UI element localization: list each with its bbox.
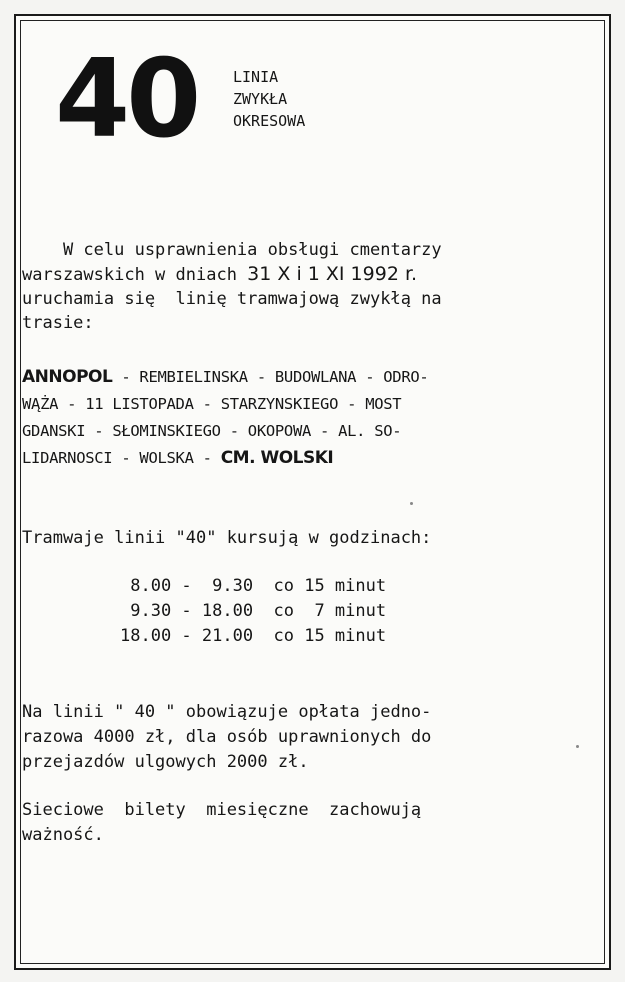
intro-paragraph [22, 238, 562, 335]
route-paragraph [22, 364, 567, 472]
scan-speck [410, 502, 413, 505]
schedule-heading: Tramwaje linii "40" kursują w godzinach: [22, 528, 432, 548]
intro-line-4: trasie: [22, 313, 94, 333]
line-number: 40 [55, 37, 198, 162]
fare-line-1: Na linii " 40 " obowiązuje opłata jedno- [22, 702, 432, 722]
scan-speck [576, 745, 579, 748]
route-line-4-text: LIDARNOSCI - WOLSKA - [22, 449, 221, 467]
route-start-stop: ANNOPOL [22, 367, 113, 387]
route-line-2: WĄŻA - 11 LISTOPADA - STARZYNSKIEGO - MOST [22, 395, 402, 413]
tickets-paragraph [22, 798, 562, 848]
tickets-line-1: Sieciowe bilety miesięczne zachowują [22, 800, 422, 820]
route-line-1 [22, 364, 567, 391]
line-type-block [233, 66, 305, 132]
line-type-label-1: LINIA [233, 68, 279, 86]
intro-line-2 [22, 262, 562, 287]
route-line-3: GDANSKI - SŁOMINSKIEGO - OKOPOWA - AL. SO- [22, 422, 402, 440]
line-type-label-3: OKRESOWA [233, 112, 306, 130]
route-line-1-rest: - REMBIELINSKA - BUDOWLANA - ODRO- [112, 368, 429, 386]
route-line-4 [22, 445, 567, 472]
schedule-row: 8.00 - 9.30 co 15 minut [120, 576, 387, 596]
schedule-row: 9.30 - 18.00 co 7 minut [120, 601, 387, 621]
schedule-table [120, 574, 386, 649]
service-dates: 31 X i 1 XI 1992 r. [247, 263, 418, 285]
route-end-stop: CM. WOLSKI [220, 448, 334, 468]
line-type-label-2: ZWYKŁA [233, 90, 288, 108]
tickets-line-2: ważność. [22, 825, 104, 845]
fare-line-3: przejazdów ulgowych 2000 zł. [22, 752, 309, 772]
intro-line-1: W celu usprawnienia obsługi cmentarzy [22, 240, 442, 260]
fare-line-2: razowa 4000 zł, dla osób uprawnionych do [22, 727, 432, 747]
fare-paragraph [22, 700, 562, 775]
intro-line-3: uruchamia się linię tramwajową zwykłą na [22, 289, 442, 309]
schedule-row: 18.00 - 21.00 co 15 minut [120, 626, 387, 646]
intro-line-2-text: warszawskich w dniach [22, 265, 248, 285]
